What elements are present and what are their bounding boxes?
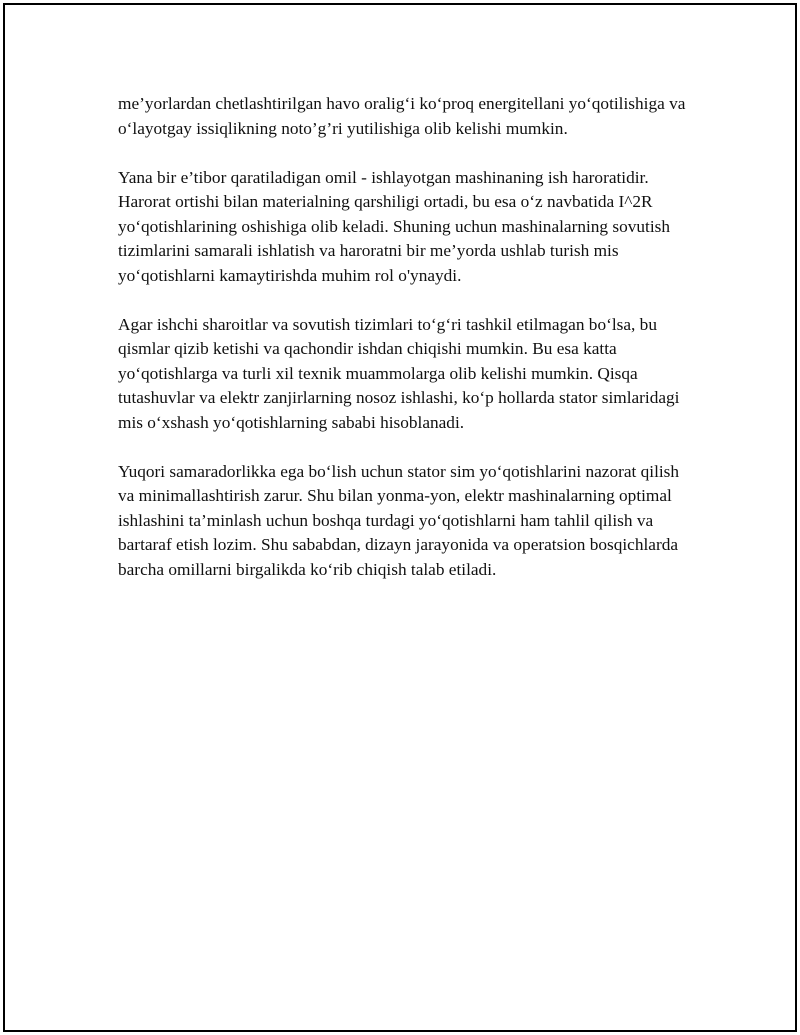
document-body bbox=[118, 92, 698, 607]
paragraph-3: Agar ishchi sharoitlar va sovutish tizimlari to‘g‘ri tashkil etilmagan bo‘lsa, bu qismlar qizib ketishi va qachondir ishdan chiqishi mumkin. Bu esa katta yo‘qotishlarga va turli xil texnik muammolarga olib kelishi mumkin. Qisqa tutashuvlar va elektr zanjirlarning nosoz ishlashi, ko‘p hollarda stator simlaridagi mis o‘xshash yo‘qotishlarning sababi hisoblanadi. bbox=[118, 314, 680, 432]
paragraph-4: Yuqori samaradorlikka ega bo‘lish uchun stator sim yo‘qotishlarini nazorat qilish va minimallashtirish zarur. Shu bilan yonma-yon, elektr mashinalarning optimal ishlashini ta’minlash uchun boshqa turdagi yo‘qotishlarni ham tahlil qilish va bartaraf etish lozim. Shu sababdan, dizayn jarayonida va operatsion bosqichlarda barcha omillarni birgalikda ko‘rib chiqish talab etiladi. bbox=[118, 461, 680, 579]
paragraph-2: Yana bir e’tibor qaratiladigan omil - ishlayotgan mashinaning ish haroratidir. Harorat ortishi bilan materialning qarshiligi ortadi, bu esa o‘z navbatida I^2R yo‘qotishlarining oshishiga olib keladi. Shuning uchun mashinalarning sovutish tizimlarini samarali ishlatish va haroratni bir me’yorda ushlab turish mis yo‘qotishlarni kamaytirishda muhim rol o'ynaydi. bbox=[118, 167, 670, 285]
paragraph-1: me’yorlardan chetlashtirilgan havo oralig‘i ko‘proq energitellani yo‘qotilishiga va o‘layotgay issiqlikning noto’g’ri yutilishiga olib kelishi mumkin. bbox=[118, 94, 686, 138]
